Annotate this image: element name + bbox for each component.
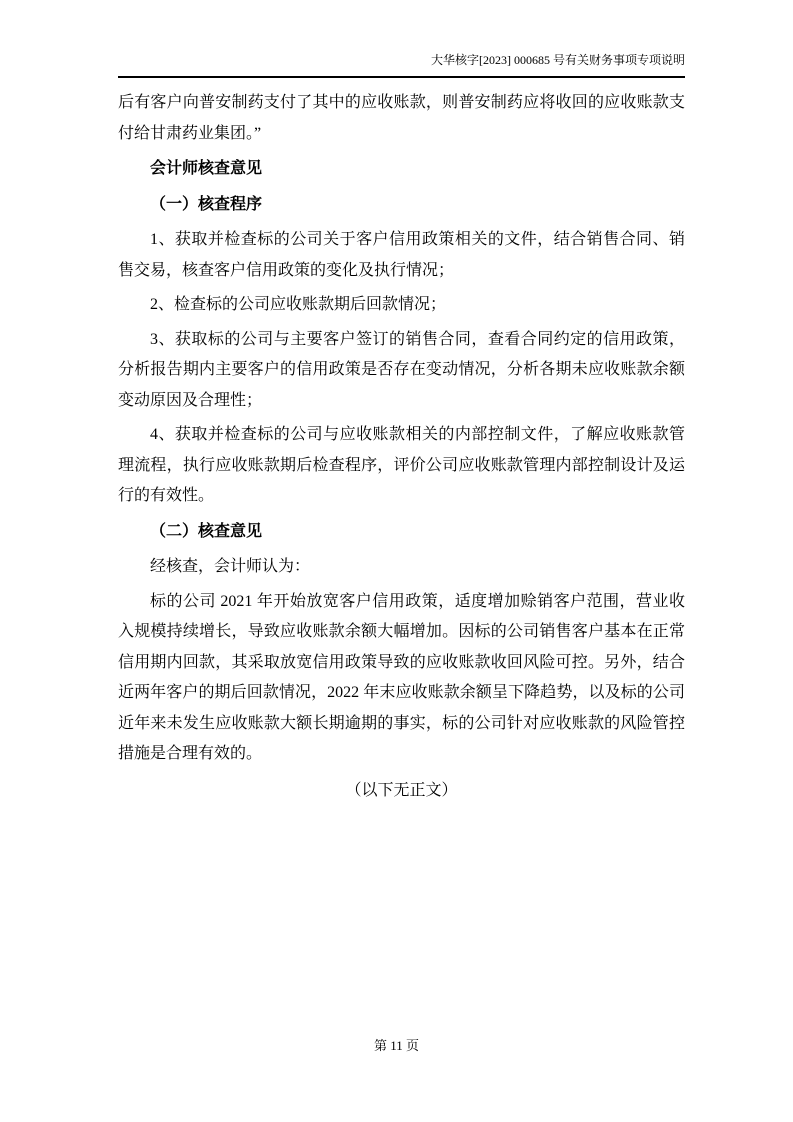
procedure-item-1: 1、获取并检查标的公司关于客户信用政策相关的文件，结合销售合同、销售交易，核查客户信用政策的变化及执行情况； [118,231,685,279]
continuation-paragraph: 后有客户向普安制药支付了其中的应收账款，则普安制药应将收回的应收账款支付给甘肃药业集团。” [118,94,685,142]
section-heading-auditor-opinion: 会计师核查意见 [150,160,263,177]
header-reference-text: 大华核字[2023] 000685 号有关财务事项专项说明 [431,53,685,67]
procedure-item-2: 2、检查标的公司应收账款期后回款情况； [150,296,447,313]
subsection-heading-verification-opinion: （二）核查意见 [150,522,263,540]
opinion-paragraph: 标的公司 2021 年开始放宽客户信用政策，适度增加赊销客户范围，营业收入规模持续增长，导致应收账款余额大幅增加。因标的公司销售客户基本在正常信用期内回款，其采取放宽信用政策导致的应收账款收回风险可控。另外，结合近两年客户的期后回款情况，2022 年末应收账款余额呈下降趋势，以及标的公司近年来未发生应收账款大额长期逾期的事实，标的公司针对应收账款的风险管控措施是合理有效的。 [118,592,685,762]
subsection-heading-verification-procedures: （一）核查程序 [150,195,263,213]
opinion-intro: 经核查，会计师认为： [150,558,311,575]
procedure-item-4: 4、获取并检查标的公司与应收账款相关的内部控制文件，了解应收账款管理流程，执行应收账款期后检查程序，评价公司应收账款管理内部控制设计及运行的有效性。 [118,426,685,504]
end-of-text-note: （以下无正文） [345,781,458,799]
page-header [118,52,685,78]
page-footer [0,1037,793,1055]
document-body [118,88,685,810]
page-number: 第 11 页 [373,1038,420,1053]
procedure-item-3: 3、获取标的公司与主要客户签订的销售合同，查看合同约定的信用政策，分析报告期内主要客户的信用政策是否存在变动情况，分析各期未应收账款余额变动原因及合理性； [118,330,685,409]
